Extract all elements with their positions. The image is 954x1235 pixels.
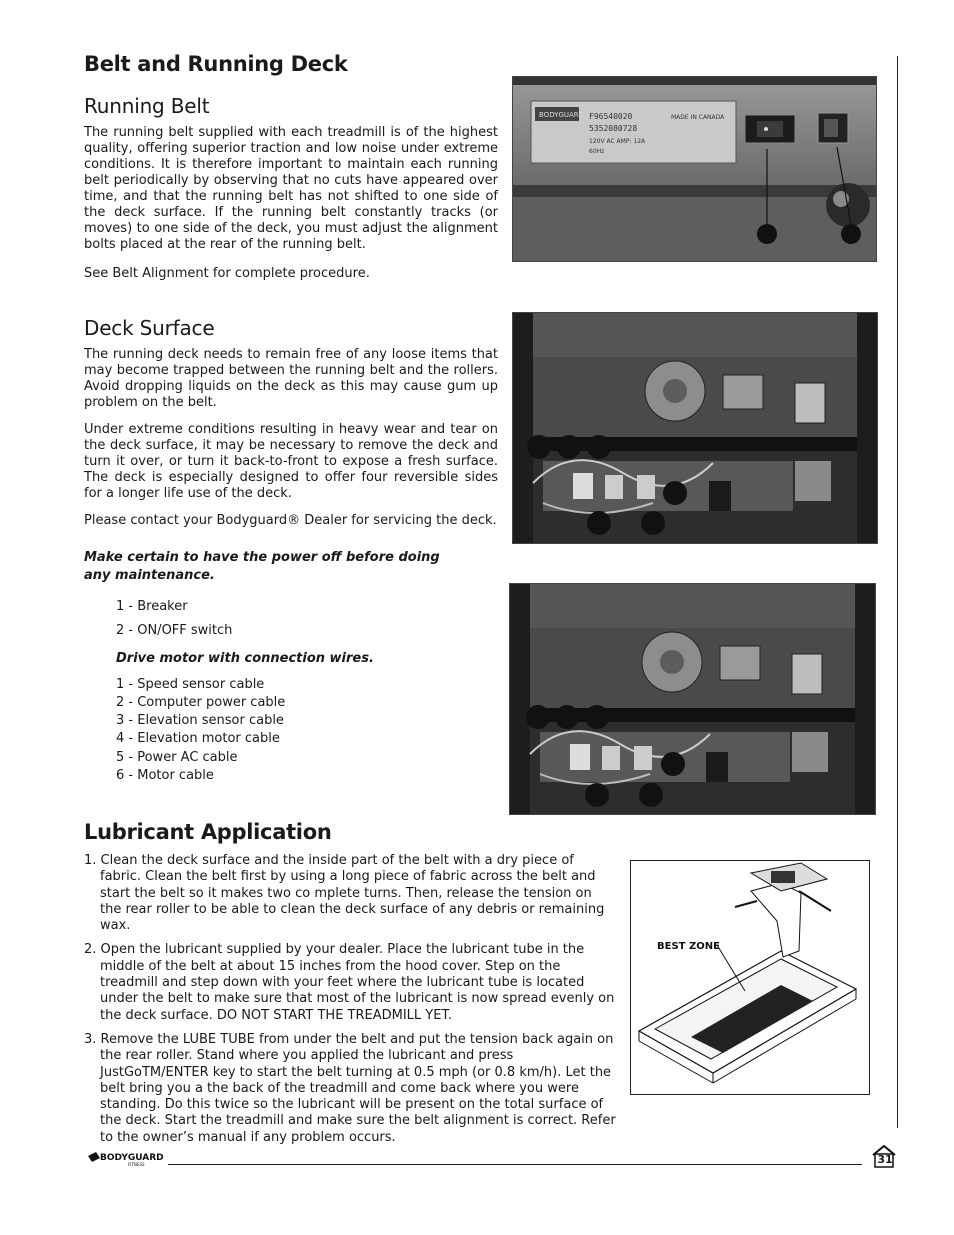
power-panel-photo: [512, 76, 877, 262]
legend-breaker: 1 - Breaker: [116, 599, 188, 614]
svg-text:BODYGUARD: BODYGUARD: [100, 1153, 164, 1163]
deck-paragraph-2: Under extreme conditions resulting in heavy wear and tear on the deck surface, it may be necessary to remove the deck and turn it over, or turn it back-to-front to expose a fresh surface. The deck is especially designed to offer four reversible sides for a longer life use of the deck.: [84, 422, 498, 501]
treadmill-line-drawing: [631, 861, 869, 1094]
lubricant-step-2: 2. Open the lubricant supplied by your dealer. Place the lubricant tube in the middle of the belt at about 15 inches from the hood cover. Step on the treadmill and step down with your feet where the lubricant tube is located under the belt to make sure that most of the lubricant is now spread evenly on the deck surface. DO NOT START THE TREADMILL YET.: [84, 942, 615, 1023]
svg-text:BODYGUARD: BODYGUARD: [539, 111, 585, 119]
legend-computer-power: 2 - Computer power cable: [116, 695, 286, 710]
lubricant-step-3: 3. Remove the LUBE TUBE from under the belt and put the tension back again on the rear roller. Stand where you applied the lubricant and press JustGoTM/ENTER key to start the belt turning at 0.5 mph (or 0.8 km/h). Let the belt bring you a the back of the treadmill and come back where you were standing. Do this twice so the lubricant will be present on the total surface of the deck. Start the treadmill and make sure the belt alignment is correct. Refer to the owner’s manual if any problem occurs.: [84, 1031, 616, 1145]
legend-speed-sensor: 1 - Speed sensor cable: [116, 677, 265, 692]
legend-on-off-switch: 2 - ON/OFF switch: [116, 623, 233, 638]
svg-text:120V AC AMP: 12A: 120V AC AMP: 12A: [589, 138, 646, 145]
dealer-contact-text: Please contact your Bodyguard® Dealer for servicing the deck.: [84, 513, 497, 528]
belt-alignment-reference: See Belt Alignment for complete procedure.: [84, 266, 370, 281]
svg-text:MADE IN CANADA: MADE IN CANADA: [671, 114, 725, 121]
legend-power-ac: 5 - Power AC cable: [116, 750, 238, 765]
motor-compartment-illustration-1: [513, 313, 877, 543]
svg-text:F96540020: F96540020: [589, 112, 633, 121]
svg-text:5352080728: 5352080728: [589, 124, 638, 133]
motor-compartment-illustration-2: [510, 584, 875, 814]
motor-caption: Drive motor with connection wires.: [116, 651, 374, 666]
lubricant-steps: [84, 853, 616, 1154]
bodyguard-logo: [88, 1150, 164, 1168]
legend-motor-cable: 6 - Motor cable: [116, 768, 214, 783]
treadmill-diagram: [630, 860, 870, 1095]
bodyguard-logo-mark: [88, 1150, 164, 1168]
svg-text:BEST ZONE: BEST ZONE: [657, 941, 720, 952]
legend-elevation-sensor: 3 - Elevation sensor cable: [116, 713, 284, 728]
page-number: 31: [877, 1153, 893, 1166]
power-panel-illustration: [513, 77, 876, 261]
svg-text:FITNESS: FITNESS: [128, 1162, 145, 1167]
legend-elevation-motor: 4 - Elevation motor cable: [116, 731, 280, 746]
deck-paragraph-1: The running deck needs to remain free of any loose items that may become trapped between the running belt and the rollers. Avoid dropping liquids on the deck as this may cause gum up problem on the belt.: [84, 347, 498, 410]
motor-compartment-photo-2: [509, 583, 876, 815]
running-belt-heading: Running Belt: [84, 94, 210, 118]
lubricant-step-1: 1. Clean the deck surface and the inside part of the belt with a dry piece of fabric. Clean the belt first by using a long piece of fabric across the belt and start the belt so it makes two co mplete turns. Then, release the tension on the rear roller to be able to clean the deck surface of any debris or remaining wax.: [84, 853, 605, 934]
page-margin-rule: [897, 56, 898, 1128]
footer-rule: [168, 1164, 862, 1165]
section-title: Belt and Running Deck: [84, 52, 348, 76]
running-belt-paragraph: The running belt supplied with each treadmill is of the highest quality, offering superior traction and low noise under extreme conditions. It is therefore important to maintain each running belt periodically by observing that no cuts have appeared over time, and that the running belt has not shifted to one side of the deck surface. If the running belt constantly tracks (or moves) to one side of the deck, you must adjust the alignment bolts placed at the rear of the running belt.: [84, 125, 498, 252]
power-off-warning: Make certain to have the power off before doing any maintenance.: [84, 550, 440, 583]
svg-text:60Hz: 60Hz: [589, 148, 605, 155]
motor-compartment-photo-1: [512, 312, 878, 544]
deck-surface-heading: Deck Surface: [84, 316, 215, 340]
lubricant-heading: Lubricant Application: [84, 820, 332, 844]
